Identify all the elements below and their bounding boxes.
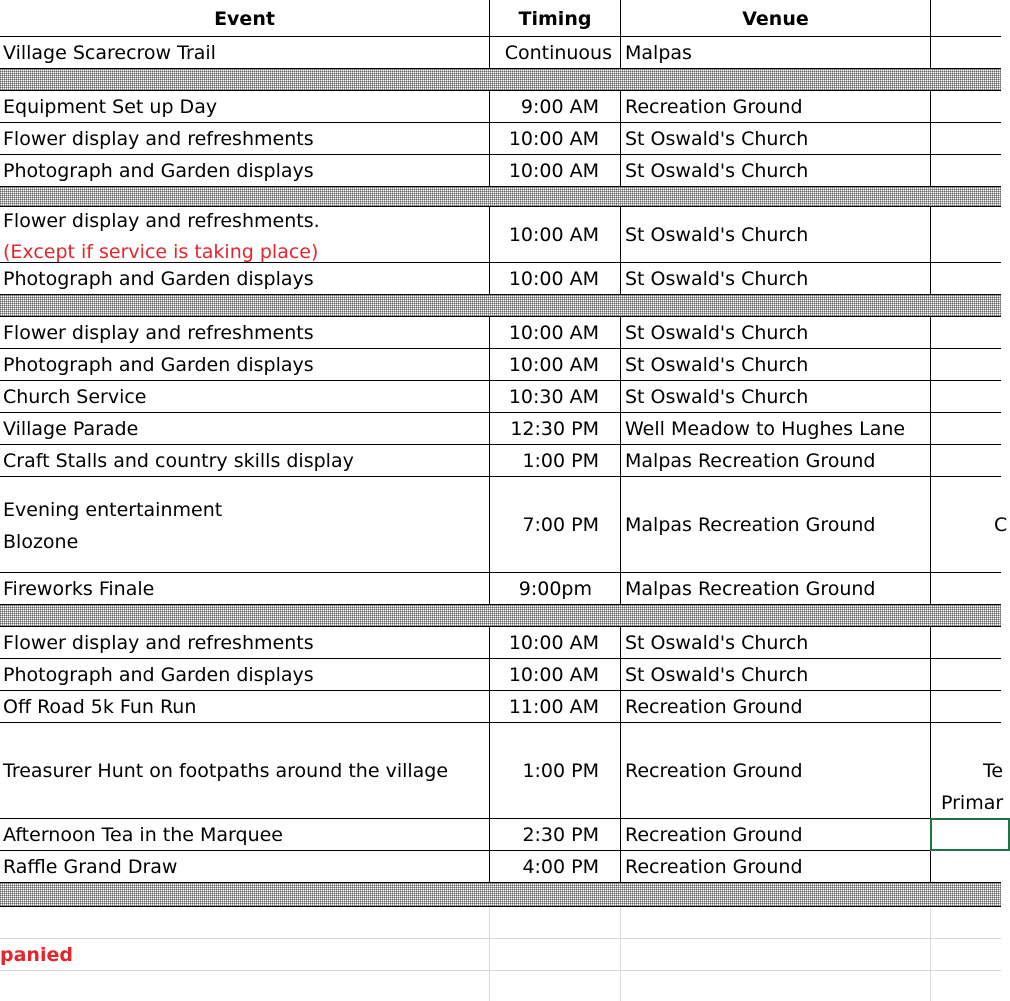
venue-cell[interactable] [621,317,931,348]
table-row [0,123,1001,155]
timing-text: 12:30 PM [510,418,599,440]
event-cell[interactable] [0,445,490,476]
event-text: Craft Stalls and country skills display [3,450,354,472]
timing-text: 1:00 PM [522,760,599,782]
table-row [0,819,1001,851]
event-cell[interactable] [0,659,490,690]
active-cell-selection[interactable] [930,818,1010,851]
header-timing-label: Timing [518,8,592,30]
extra-cell[interactable] [931,851,1001,882]
timing-cell[interactable] [490,691,621,722]
timing-cell[interactable] [490,659,621,690]
venue-text: St Oswald's Church [625,664,809,686]
event-text: Photograph and Garden displays [3,354,314,376]
event-cell[interactable] [0,317,490,348]
timing-text: 9:00pm [518,578,592,600]
venue-text: St Oswald's Church [625,268,809,290]
event-cell[interactable] [0,851,490,882]
venue-cell[interactable] [621,723,931,818]
table-row [0,445,1001,477]
event-line2-text: Blozone [3,531,79,553]
empty-cell[interactable] [490,907,621,938]
timing-cell[interactable] [490,381,621,412]
venue-cell[interactable] [621,207,931,262]
venue-text: Malpas Recreation Ground [625,578,876,600]
event-cell[interactable] [0,723,490,818]
empty-cell[interactable] [931,939,1001,970]
event-cell[interactable] [0,37,490,68]
day-separator-row [0,187,1001,207]
event-text: Fireworks Finale [3,578,155,600]
timing-text: 10:00 AM [508,354,599,376]
event-text: Evening entertainment [3,499,223,521]
venue-text: St Oswald's Church [625,386,809,408]
venue-text: Recreation Ground [625,824,803,846]
event-text: Flower display and refreshments. [3,210,320,232]
venue-cell[interactable] [621,659,931,690]
venue-text: St Oswald's Church [625,224,809,246]
timing-cell[interactable] [490,155,621,186]
empty-cell[interactable] [490,971,621,1001]
event-text: Photograph and Garden displays [3,664,314,686]
event-text: Flower display and refreshments [3,322,314,344]
timing-cell[interactable] [490,627,621,658]
table-row [0,723,1004,819]
table-row [0,263,1001,295]
event-text: Raffle Grand Draw [3,856,178,878]
event-cell[interactable] [0,413,490,444]
table-row [0,349,1001,381]
venue-cell[interactable] [621,477,931,572]
empty-row [0,939,1001,971]
timing-text: 10:00 AM [508,224,599,246]
event-cell[interactable] [0,207,490,262]
venue-text: Well Meadow to Hughes Lane [625,418,906,440]
venue-text: Malpas [625,42,692,64]
event-cell[interactable] [0,381,490,412]
venue-text: Malpas Recreation Ground [625,514,876,536]
event-text: Village Scarecrow Trail [3,42,216,64]
timing-text: 11:00 AM [508,696,599,718]
extra-fragment-text: Primar [941,792,1004,814]
venue-text: St Oswald's Church [625,160,809,182]
header-event-label: Event [214,8,275,30]
table-row [0,91,1001,123]
timing-cell[interactable] [490,123,621,154]
timing-cell[interactable] [490,573,621,604]
venue-text: Malpas Recreation Ground [625,450,876,472]
timing-cell[interactable] [490,413,621,444]
table-row [0,207,1001,263]
header-cell-extra[interactable] [931,0,1001,36]
header-row [0,0,1001,37]
empty-row [0,971,1001,1001]
event-text: Photograph and Garden displays [3,160,314,182]
day-separator-row [0,69,1001,91]
timing-text: 7:00 PM [522,514,599,536]
empty-cell[interactable] [0,971,490,1001]
empty-row [0,907,1001,939]
event-text: Afternoon Tea in the Marquee [3,824,283,846]
table-row [0,659,1001,691]
empty-cell[interactable] [621,939,931,970]
day-separator-row [0,605,1001,627]
event-text: Flower display and refreshments [3,128,314,150]
extra-cell[interactable] [931,477,1008,572]
timing-text: 10:00 AM [508,128,599,150]
table-row [0,317,1001,349]
header-cell-timing[interactable] [490,0,621,36]
timing-text: 10:00 AM [508,160,599,182]
header-venue-label: Venue [742,8,809,30]
extra-cell[interactable] [931,381,1001,412]
table-row [0,851,1001,883]
event-cell[interactable] [0,263,490,294]
timing-text: 10:00 AM [508,632,599,654]
venue-cell[interactable] [621,851,931,882]
extra-fragment-text: Te [983,760,1004,782]
empty-cell[interactable] [621,907,931,938]
venue-cell[interactable] [621,37,931,68]
venue-text: Recreation Ground [625,760,803,782]
timing-text: 10:00 AM [508,322,599,344]
timing-cell[interactable] [490,91,621,122]
extra-cell[interactable] [931,317,1001,348]
extra-cell[interactable] [931,123,1001,154]
day-separator-row [0,883,1001,907]
timing-cell[interactable] [490,37,621,68]
timing-text: 1:00 PM [522,450,599,472]
timing-text: 10:30 AM [508,386,599,408]
empty-cell[interactable] [0,907,490,938]
table-row [0,37,1001,69]
venue-text: St Oswald's Church [625,322,809,344]
extra-cell[interactable] [931,659,1001,690]
extra-cell[interactable] [931,155,1001,186]
timing-text: 9:00 AM [520,96,599,118]
empty-cell[interactable] [490,939,621,970]
empty-cell[interactable] [621,971,931,1001]
venue-text: Recreation Ground [625,696,803,718]
extra-cell[interactable] [931,349,1001,380]
timing-text: 4:00 PM [522,856,599,878]
event-text: Flower display and refreshments [3,632,314,654]
event-cell[interactable] [0,349,490,380]
timing-text: 2:30 PM [522,824,599,846]
venue-text: Recreation Ground [625,96,803,118]
event-text: Photograph and Garden displays [3,268,314,290]
venue-cell[interactable] [621,445,931,476]
venue-cell[interactable] [621,819,931,850]
header-cell-venue[interactable] [621,0,931,36]
timing-cell[interactable] [490,851,621,882]
empty-cell[interactable] [931,971,1001,1001]
extra-cell[interactable] [931,445,1001,476]
footer-note-text: panied [0,944,73,966]
event-cell[interactable] [0,573,490,604]
venue-cell[interactable] [621,123,931,154]
extra-cell[interactable] [931,413,1001,444]
timing-cell[interactable] [490,819,621,850]
timing-text: Continuous [504,42,612,64]
event-cell[interactable] [0,477,490,572]
timing-cell[interactable] [490,317,621,348]
venue-text: St Oswald's Church [625,354,809,376]
event-text: Off Road 5k Fun Run [3,696,197,718]
event-note-text: (Except if service is taking place) [3,241,319,263]
event-cell[interactable] [0,819,490,850]
table-row [0,573,1001,605]
extra-cell[interactable] [931,627,1001,658]
event-cell[interactable] [0,691,490,722]
table-row [0,155,1001,187]
timing-cell[interactable] [490,263,621,294]
event-cell[interactable] [0,155,490,186]
venue-cell[interactable] [621,91,931,122]
timing-cell[interactable] [490,477,621,572]
extra-cell[interactable] [931,37,1001,68]
table-row [0,691,1001,723]
event-text: Treasurer Hunt on footpaths around the village [3,760,449,782]
event-cell[interactable] [0,123,490,154]
extra-cell[interactable] [931,91,1001,122]
extra-fragment-text: C [994,514,1008,536]
venue-cell[interactable] [621,691,931,722]
extra-cell[interactable] [931,723,1004,818]
event-text: Village Parade [3,418,139,440]
extra-cell[interactable] [931,573,1001,604]
timing-text: 10:00 AM [508,268,599,290]
extra-cell[interactable] [931,263,1001,294]
day-separator-row [0,295,1001,317]
venue-text: St Oswald's Church [625,632,809,654]
extra-cell[interactable] [931,207,1001,262]
event-text: Equipment Set up Day [3,96,218,118]
venue-cell[interactable] [621,155,931,186]
venue-text: St Oswald's Church [625,128,809,150]
venue-cell[interactable] [621,381,931,412]
footer-note-cell[interactable] [0,939,490,970]
table-row [0,477,1008,573]
timing-cell[interactable] [490,349,621,380]
venue-cell[interactable] [621,263,931,294]
header-cell-event[interactable] [0,0,490,36]
timing-cell[interactable] [490,723,621,818]
venue-cell[interactable] [621,349,931,380]
venue-cell[interactable] [621,573,931,604]
event-text: Church Service [3,386,147,408]
venue-cell[interactable] [621,413,931,444]
table-row [0,627,1001,659]
table-row [0,413,1001,445]
event-cell[interactable] [0,627,490,658]
empty-cell[interactable] [931,907,1001,938]
venue-cell[interactable] [621,627,931,658]
timing-cell[interactable] [490,207,621,262]
extra-cell[interactable] [931,691,1001,722]
table-row [0,381,1001,413]
timing-text: 10:00 AM [508,664,599,686]
timing-cell[interactable] [490,445,621,476]
event-cell[interactable] [0,91,490,122]
venue-text: Recreation Ground [625,856,803,878]
